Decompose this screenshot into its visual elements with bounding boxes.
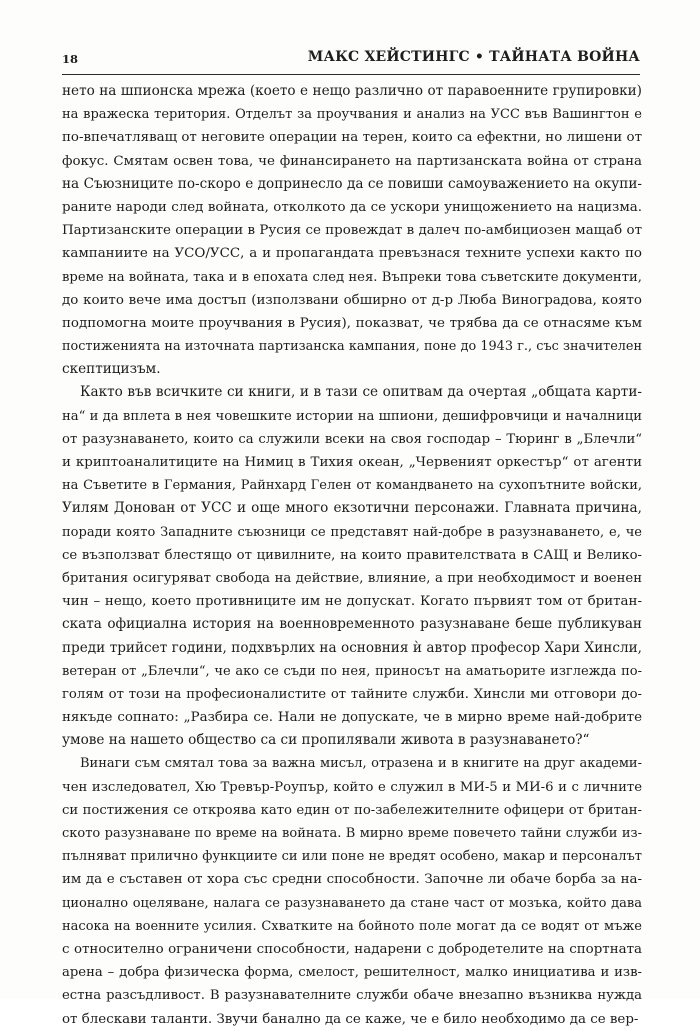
text-line: Както във всичките си книги, и в тази се опитвам да очертая „общата карти- — [80, 384, 642, 401]
text-line: арена – добра физическа форма, смелост, решителност, малко инициатива и изв- — [62, 965, 642, 981]
text-line: британия осигуряват свобода на действие, влияние, а при необходимост и военен — [62, 570, 642, 586]
text-line: нето на шпионска мрежа (което е нещо различно от паравоенните групировки) — [62, 83, 642, 99]
text-line: подпомогна моите проучвания в Русия), показват, че трябва да се отнасяме към — [62, 315, 642, 331]
text-line: от разузнаването, които са служили всеки на своя господар – Тюринг в „Блечли“ — [62, 431, 642, 447]
text-line: пълняват прилично функциите си или поне не вредят особено, макар и персоналът — [62, 849, 642, 865]
page-number: 18 — [62, 52, 79, 66]
text-line: чен изследовател, Хю Тревър-Роупър, който е служил в МИ-5 и МИ-6 и с личните — [62, 779, 642, 795]
text-line: Партизанските операции в Русия се провеждат в далеч по-амбициозен мащаб от — [62, 223, 642, 239]
header-rule — [62, 74, 640, 75]
text-line: си постижения се откроява като един от по-забележителните офицери от британ- — [62, 802, 642, 818]
text-line: постиженията на източната партизанска кампания, поне до 1943 г., със значителен — [62, 339, 642, 355]
running-head — [62, 48, 640, 70]
text-line: се възползват блестящо от цивилните, на които правителствата в САЩ и Велико- — [62, 547, 642, 563]
text-line: насока на военните усилия. Схватките на бойното поле могат да се водят от мъже — [62, 918, 642, 934]
text-line: до които вече има достъп (използвани обширно от д-р Люба Виноградова, която — [62, 292, 642, 308]
body-text — [62, 80, 642, 1031]
text-line: раните народи след войната, отколкото да се ускори унищожението на нацизма. — [62, 199, 642, 215]
running-title: МАКС ХЕЙСТИНГС • ТАЙНАТА ВОЙНА — [307, 49, 640, 65]
text-line: умове на нашето общество са си пропилявали живота в разузнаването?“ — [62, 732, 590, 749]
text-line: ветеран от „Блечли“, че ако се съди по нея, приносът на аматьорите изглежда по- — [62, 663, 642, 679]
text-line: Уилям Донован от УСС и още много екзотични персонажи. Главната причина, — [62, 500, 642, 517]
text-line: кампаниите на УСО/УСС, а и пропагандата превъзнася техните успехи както по — [62, 246, 642, 262]
text-line: с относително ограничени способности, надарени с добродетелите на спортната — [62, 941, 642, 957]
text-line: и криптоаналитиците на Нимиц в Тихия океан, „Червеният оркестър“ от агенти — [62, 455, 642, 470]
text-line: на вражеска територия. Отделът за проучвания и анализ на УСС във Вашингтон е — [62, 107, 642, 123]
paragraph — [62, 381, 642, 752]
text-line: Винаги съм смятал това за важна мисъл, отразена и в книгите на друг академи- — [80, 756, 642, 772]
text-line: им да е съставен от хора със средни способности. Започне ли обаче борба за на- — [62, 872, 642, 888]
paragraph — [62, 80, 642, 381]
text-line: ското разузнаване по време на войната. В мирно време повечето тайни служби из- — [62, 826, 642, 841]
text-line: скептицизъм. — [62, 361, 161, 378]
text-line: на Съветите в Германия, Райнхард Гелен от командването на сухопътните войски, — [62, 478, 642, 494]
text-line: време на войната, така и в епохата след нея. Въпреки това съветските документи, — [62, 269, 642, 285]
text-line: от блескави таланти. Звучи банално да се каже, че е било необходимо да се вер- — [62, 1011, 639, 1027]
text-line: преди трийсет години, подхвърлих на основния ѝ автор професор Хари Хинсли, — [62, 639, 642, 656]
text-line: на Съюзниците по-скоро е допринесло да се повиши самоуважението на окупи- — [62, 175, 642, 192]
text-line: поради която Западните съюзници се представят най-добре в разузнаването, е, че — [62, 524, 642, 540]
text-line: ската официална история на военновременното разузнаване беше публикуван — [62, 616, 642, 633]
text-line: ционално оцеляване, налага се разузнаването да стане част от мозъка, който дава — [62, 895, 642, 911]
text-line: чин – нещо, което противниците им не допускат. Когато първият том от британ- — [62, 594, 642, 610]
text-line: по-впечатляващ от неговите операции на терен, които са ефектни, но лишени от — [62, 130, 642, 146]
text-line: фокус. Смятам освен това, че финансирането на партизанската война от страна — [62, 153, 642, 169]
text-line: голям от този на професионалистите от тайните служби. Хинсли ми отговори до- — [62, 686, 642, 702]
paragraph — [62, 752, 642, 1030]
text-line: естна разсъдливост. В разузнавателните служби обаче внезапно възниква нужда — [62, 988, 642, 1004]
text-line: някъде сопнато: „Разбира се. Нали не допускате, че в мирно време най-добрите — [62, 710, 642, 726]
text-line: на“ и да вплета в нея човешките истории на шпиони, дешифровчици и началници — [62, 408, 642, 424]
